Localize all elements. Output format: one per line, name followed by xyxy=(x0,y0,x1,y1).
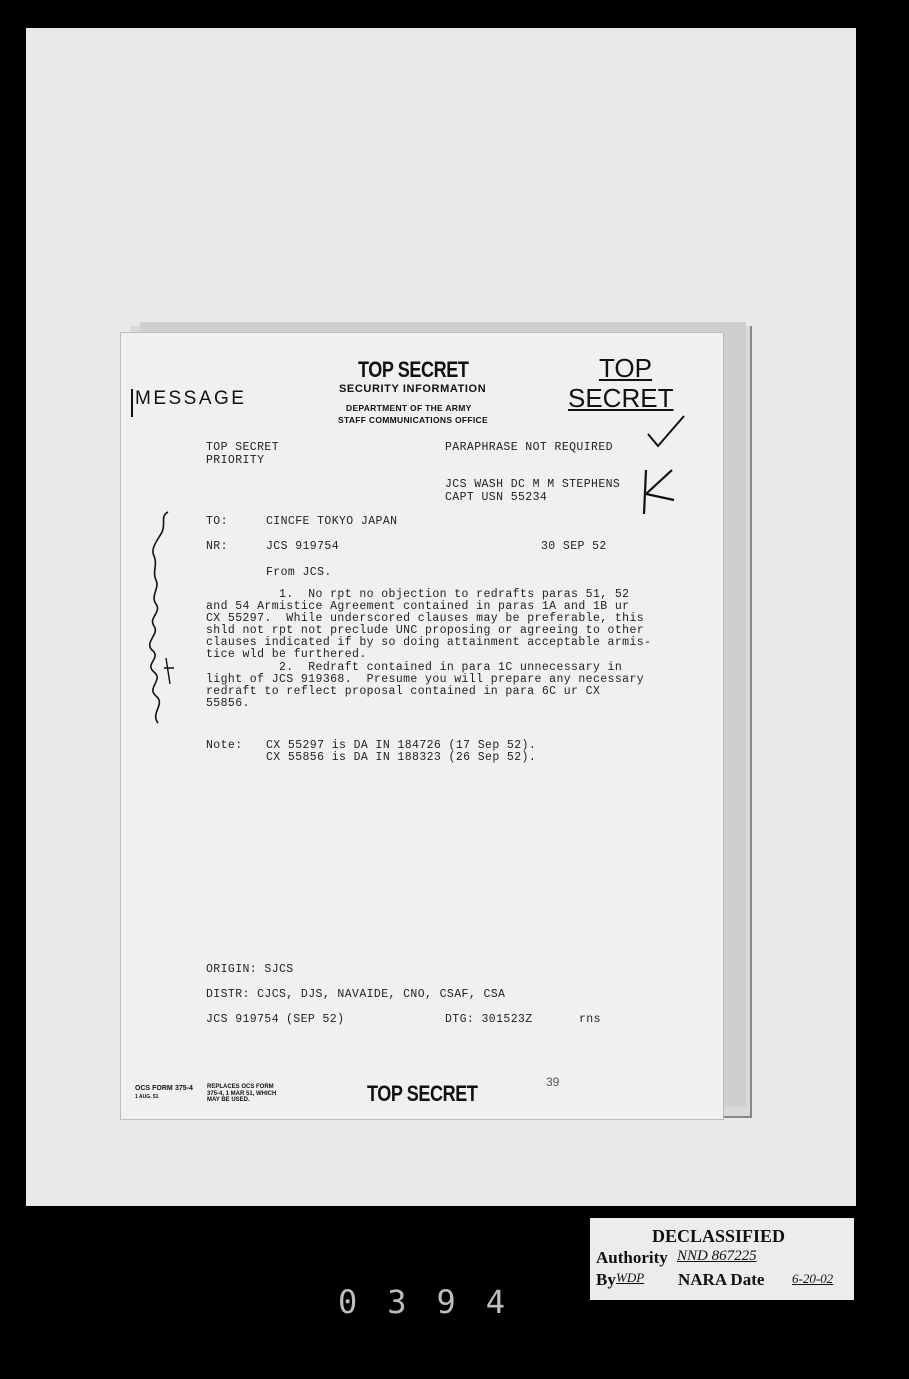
note-label: Note: xyxy=(206,739,243,752)
body-line: 1. No rpt no objection to redrafts paras 51, 52 xyxy=(206,588,630,601)
header-office: STAFF COMMUNICATIONS OFFICE xyxy=(338,415,488,425)
margin-signature xyxy=(136,508,180,732)
form-replaces-line: 375-4, 1 MAR 51, WHICH xyxy=(207,1090,277,1097)
header-classification: TOP SECRET xyxy=(358,357,469,382)
by-value: WDP xyxy=(616,1270,645,1285)
form-date-text: 1 AUG. 51 xyxy=(135,1094,159,1100)
nara-date-label: NARA Date xyxy=(678,1270,765,1289)
message-form xyxy=(120,332,724,1120)
reference-number: JCS 919754 xyxy=(206,1013,280,1026)
declassification-stamp xyxy=(590,1218,854,1300)
routing-classification: TOP SECRET xyxy=(206,441,280,454)
operator-initials: rns xyxy=(579,1013,601,1026)
note-line: CX 55856 is DA IN 188323 (26 Sep 52). xyxy=(266,751,537,764)
form-replaces-line: REPLACES OCS FORM xyxy=(207,1084,274,1090)
form-name xyxy=(135,1085,173,1101)
by-label: By xyxy=(596,1270,616,1289)
distribution-line: DISTR: CJCS, DJS, NAVAIDE, CNO, CSAF, CSA xyxy=(206,988,506,1001)
body-line: and 54 Armistice Agreement contained in paras 1A and 1B ur xyxy=(206,600,630,613)
message-bar xyxy=(131,389,133,417)
originator-line2: CAPT USN 55234 xyxy=(445,491,548,504)
to-label: TO: xyxy=(206,515,228,528)
form-number: 375-4 xyxy=(175,1085,193,1092)
body-line: clauses indicated if by so doing attainment acceptable armis- xyxy=(206,636,652,649)
nr-value: JCS 919754 xyxy=(266,540,340,553)
authority-value: NND 867225 xyxy=(677,1248,757,1264)
reference-date: (SEP 52) xyxy=(286,1013,345,1026)
routing-paraphrase: PARAPHRASE NOT REQUIRED xyxy=(445,441,613,454)
body-line: shld not rpt not preclude UNC proposing or agreeing to other xyxy=(206,624,645,637)
body-line: redraft to reflect proposal contained in para 6C ur CX xyxy=(206,685,601,698)
to-value: CINCFE TOKYO JAPAN xyxy=(266,515,398,528)
form-name-text: OCS FORM xyxy=(135,1085,173,1092)
top-secret-stamp-line1: TOP xyxy=(599,353,652,383)
header-department: DEPARTMENT OF THE ARMY xyxy=(346,403,472,413)
footer-classification: TOP SECRET xyxy=(367,1081,478,1106)
routing-precedence: PRIORITY xyxy=(206,454,265,467)
from-line: From JCS. xyxy=(266,566,332,579)
letter-k-handwritten xyxy=(636,466,680,518)
body-line: 55856. xyxy=(206,697,250,710)
header-security-information: SECURITY INFORMATION xyxy=(339,383,487,395)
nr-label: NR: xyxy=(206,540,228,553)
body-line: light of JCS 919368. Presume you will prepare any necessary xyxy=(206,673,645,686)
declassification-date: 6-20-02 xyxy=(792,1271,834,1286)
message-date: 30 SEP 52 xyxy=(541,540,607,553)
body-line: 2. Redraft contained in para 1C unnecessary in xyxy=(206,661,623,674)
top-secret-stamp-line2: SECRET xyxy=(568,383,674,413)
declassified-title: DECLASSIFIED xyxy=(652,1226,786,1246)
dtg-line: DTG: 301523Z xyxy=(445,1013,533,1026)
form-replaces-line: MAY BE USED. xyxy=(207,1097,250,1103)
form-replaces xyxy=(207,1084,276,1104)
originator-line1: JCS WASH DC M M STEPHENS xyxy=(445,478,621,491)
authority-label: Authority xyxy=(596,1248,668,1267)
microfilm-frame-number: 0394 xyxy=(338,1283,536,1321)
origin-line: ORIGIN: SJCS xyxy=(206,963,294,976)
message-label: MESSAGE xyxy=(135,388,247,409)
note-line: CX 55297 is DA IN 184726 (17 Sep 52). xyxy=(266,739,537,752)
body-line: tice wld be furthered. xyxy=(206,648,367,661)
body-line: CX 55297. While underscored clauses may be preferable, this xyxy=(206,612,645,625)
check-mark-icon xyxy=(640,412,690,452)
page-number: 39 xyxy=(546,1075,560,1089)
